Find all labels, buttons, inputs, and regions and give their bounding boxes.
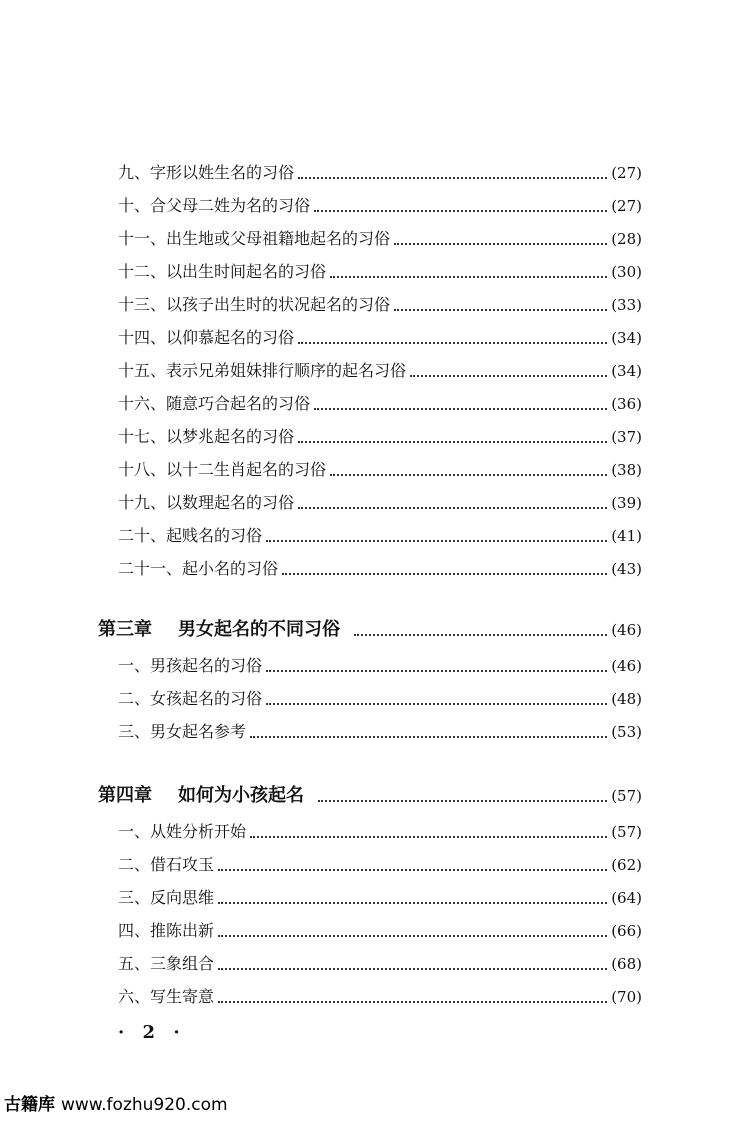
toc-entry — [118, 256, 642, 282]
chapter-number: 第四章 — [98, 785, 152, 806]
toc-page-number: (62) — [611, 856, 642, 874]
dot-leader — [410, 375, 607, 377]
toc-entry — [118, 882, 642, 908]
toc-entry-title — [98, 620, 340, 640]
toc-chapter — [98, 614, 642, 640]
dot-leader — [330, 276, 607, 278]
dot-leader — [218, 869, 607, 871]
toc-entry — [118, 849, 642, 875]
dot-leader — [394, 243, 607, 245]
watermark-url: www.fozhu920.com — [61, 1095, 228, 1115]
toc-page-number: (36) — [611, 395, 642, 413]
toc-entry — [118, 816, 642, 842]
toc-entry — [118, 355, 642, 381]
toc-page-number: (48) — [611, 690, 642, 708]
watermark — [4, 1090, 228, 1115]
toc-page-number: (27) — [611, 164, 642, 182]
toc-entry-title: 十二、以出生时间起名的习俗 — [118, 262, 327, 281]
dot-leader — [298, 507, 607, 509]
toc-entry — [118, 915, 642, 941]
dot-leader — [266, 540, 607, 542]
toc-entry — [118, 223, 642, 249]
toc-page-number: (70) — [611, 988, 642, 1006]
toc-entry-title: 十一、出生地或父母祖籍地起名的习俗 — [118, 229, 391, 248]
toc-entry — [118, 157, 642, 183]
dot-leader — [218, 968, 607, 970]
toc-page-number: (27) — [611, 197, 642, 215]
toc-entry — [118, 683, 642, 709]
toc-page-number: (30) — [611, 263, 642, 281]
dot-leader — [250, 736, 607, 738]
toc-entry-title: 十三、以孩子出生时的状况起名的习俗 — [118, 295, 391, 314]
toc-entry-title — [98, 786, 304, 806]
toc-entry-title: 二、女孩起名的习俗 — [118, 689, 263, 708]
dot-leader — [330, 474, 607, 476]
toc-entry-title: 二、借石攻玉 — [118, 855, 215, 874]
toc-entry — [118, 388, 642, 414]
toc-entry-title: 十九、以数理起名的习俗 — [118, 493, 295, 512]
toc-entry-title: 一、从姓分析开始 — [118, 822, 247, 841]
toc-entry-title: 三、反向思维 — [118, 888, 215, 907]
dot-leader — [318, 800, 607, 802]
toc-entry-title: 三、男女起名参考 — [118, 722, 247, 741]
toc-entry-title: 六、写生寄意 — [118, 987, 215, 1006]
toc-entry-title: 十、合父母二姓为名的习俗 — [118, 196, 311, 215]
dot-leader — [250, 836, 607, 838]
toc-page-number: (41) — [611, 527, 642, 545]
toc-entry — [118, 190, 642, 216]
toc-page-number: (57) — [611, 823, 642, 841]
toc-page-number: (53) — [611, 723, 642, 741]
dot-leader — [314, 210, 607, 212]
toc-entry — [118, 289, 642, 315]
toc-page-number: (34) — [611, 362, 642, 380]
toc-page-number: (68) — [611, 955, 642, 973]
toc-entry-title: 一、男孩起名的习俗 — [118, 656, 263, 675]
toc-page-number: (28) — [611, 230, 642, 248]
toc-entry — [118, 981, 642, 1007]
toc-entry — [118, 520, 642, 546]
dot-leader — [282, 573, 607, 575]
dot-leader — [394, 309, 607, 311]
toc-page-number: (43) — [611, 560, 642, 578]
toc-page-number: (57) — [611, 787, 642, 805]
toc-entry-title: 十七、以梦兆起名的习俗 — [118, 427, 295, 446]
toc-entry — [118, 716, 642, 742]
toc-entry-title: 二十一、起小名的习俗 — [118, 559, 279, 578]
toc-entry-title: 十五、表示兄弟姐妹排行顺序的起名习俗 — [118, 361, 407, 380]
toc-page-number: (34) — [611, 329, 642, 347]
toc-page-number: (66) — [611, 922, 642, 940]
toc-entry — [118, 553, 642, 579]
toc-page-number: (46) — [611, 657, 642, 675]
toc-entry — [118, 650, 642, 676]
dot-leader — [298, 342, 607, 344]
dot-leader — [298, 441, 607, 443]
toc-page-number: (64) — [611, 889, 642, 907]
dot-leader — [266, 670, 607, 672]
chapter-title: 如何为小孩起名 — [178, 785, 304, 806]
toc-page-number: (33) — [611, 296, 642, 314]
toc-entry — [118, 454, 642, 480]
toc-entry-title: 十四、以仰慕起名的习俗 — [118, 328, 295, 347]
dot-leader — [218, 1001, 607, 1003]
dot-leader — [354, 634, 607, 636]
dot-leader — [218, 935, 607, 937]
toc-entry-title: 五、三象组合 — [118, 954, 215, 973]
dot-leader — [298, 177, 607, 179]
chapter-number: 第三章 — [98, 619, 152, 640]
toc-entry-title: 十六、随意巧合起名的习俗 — [118, 394, 311, 413]
page-number: · 2 · — [118, 1022, 186, 1043]
toc-page-number: (37) — [611, 428, 642, 446]
toc-page-number: (38) — [611, 461, 642, 479]
toc-entry-title: 四、推陈出新 — [118, 921, 215, 940]
toc-page-number: (46) — [611, 621, 642, 639]
watermark-label: 古籍库 — [4, 1095, 55, 1115]
chapter-title: 男女起名的不同习俗 — [178, 619, 340, 640]
toc-entry — [118, 948, 642, 974]
toc-entry-title: 十八、以十二生肖起名的习俗 — [118, 460, 327, 479]
toc-chapter — [98, 780, 642, 806]
toc-entry — [118, 421, 642, 447]
dot-leader — [218, 902, 607, 904]
toc-entry — [118, 487, 642, 513]
toc-page-number: (39) — [611, 494, 642, 512]
toc-entry — [118, 322, 642, 348]
toc-entry-title: 九、字形以姓生名的习俗 — [118, 163, 295, 182]
dot-leader — [314, 408, 607, 410]
toc-entry-title: 二十、起贱名的习俗 — [118, 526, 263, 545]
dot-leader — [266, 703, 607, 705]
